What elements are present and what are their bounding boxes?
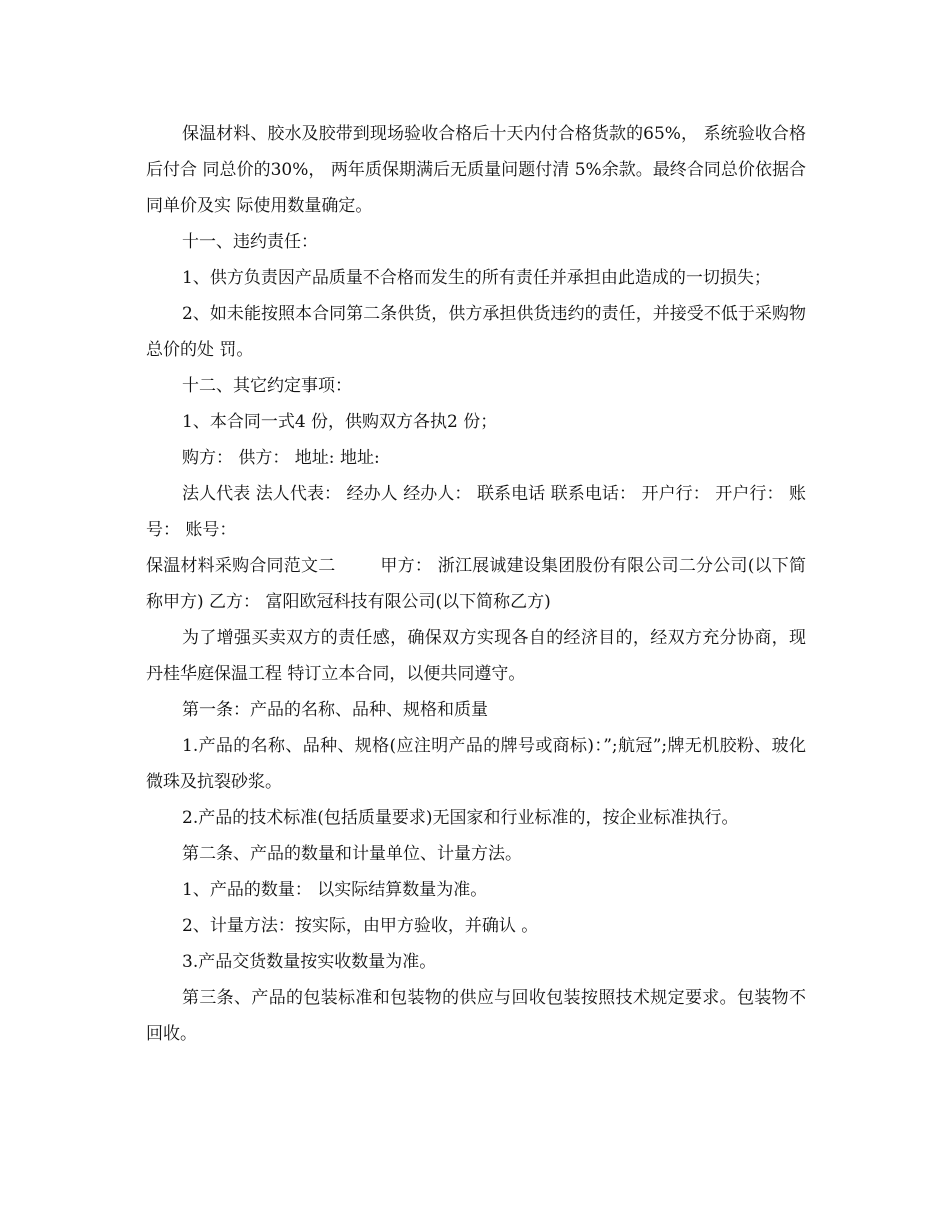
contract-two-title: 保温材料采购合同范文二 甲方： 浙江展诚建设集团股份有限公司二分公司(以下简称甲方) 乙方： 富阳欧冠科技有限公司(以下简称乙方) <box>146 556 806 612</box>
document-body <box>146 116 812 1052</box>
heading-article-1: 第一条：产品的名称、品种、规格和质量 <box>182 700 488 720</box>
paragraph-preamble: 为了增强买卖双方的责任感，确保双方实现各自的经济目的，经双方充分协商，现 丹桂华庭保温工程 特订立本合同，以便共同遵守。 <box>146 628 812 684</box>
signature-parties-address: 购方： 供方： 地址: 地址: <box>182 448 380 468</box>
paragraph-article-2-item-1: 1、产品的数量： 以实际结算数量为准。 <box>182 880 488 900</box>
signature-representatives: 法人代表 法人代表： 经办人 经办人： 联系电话 联系电话： 开户行： 开户行： 账号： 账号： <box>146 484 806 540</box>
paragraph-article-3: 第三条、产品的包装标准和包装物的供应与回收包装按照技术规定要求。包装物不回收。 <box>146 988 806 1044</box>
paragraph-payment-terms: 保温材料、胶水及胶带到现场验收合格后十天内付合格货款的65%， 系统验收合格后付合 同总价的30%， 两年质保期满后无质量问题付清 5%余款。最终合同总价依据合同单价及实 际使用数量确定。 <box>146 124 806 216</box>
paragraph-article-2-item-2: 2、计量方法：按实际，由甲方验收，并确认 。 <box>182 916 539 936</box>
paragraph-breach-item-2: 2、如未能按照本合同第二条供货，供方承担供货违约的责任，并接受不低于采购物总价的处 罚。 <box>146 304 806 360</box>
paragraph-article-1-item-1: 1.产品的名称、品种、规格(应注明产品的牌号或商标)：”;航冠”;牌无机胶粉、玻化微珠及抗裂砂浆。 <box>146 736 806 792</box>
paragraph-article-1-item-2: 2.产品的技术标准(包括质量要求)无国家和行业标准的，按企业标准执行。 <box>182 808 739 828</box>
paragraph-copies: 1、本合同一式4 份，供购双方各执2 份； <box>182 412 498 432</box>
heading-breach-liability: 十一、违约责任： <box>182 232 318 252</box>
heading-article-2: 第二条、产品的数量和计量单位、计量方法。 <box>182 844 522 864</box>
paragraph-breach-item-1: 1、供方负责因产品质量不合格而发生的所有责任并承担由此造成的一切损失； <box>182 268 771 288</box>
paragraph-article-2-item-3: 3.产品交货数量按实收数量为准。 <box>182 952 437 972</box>
heading-other-matters: 十二、其它约定事项： <box>182 376 352 396</box>
